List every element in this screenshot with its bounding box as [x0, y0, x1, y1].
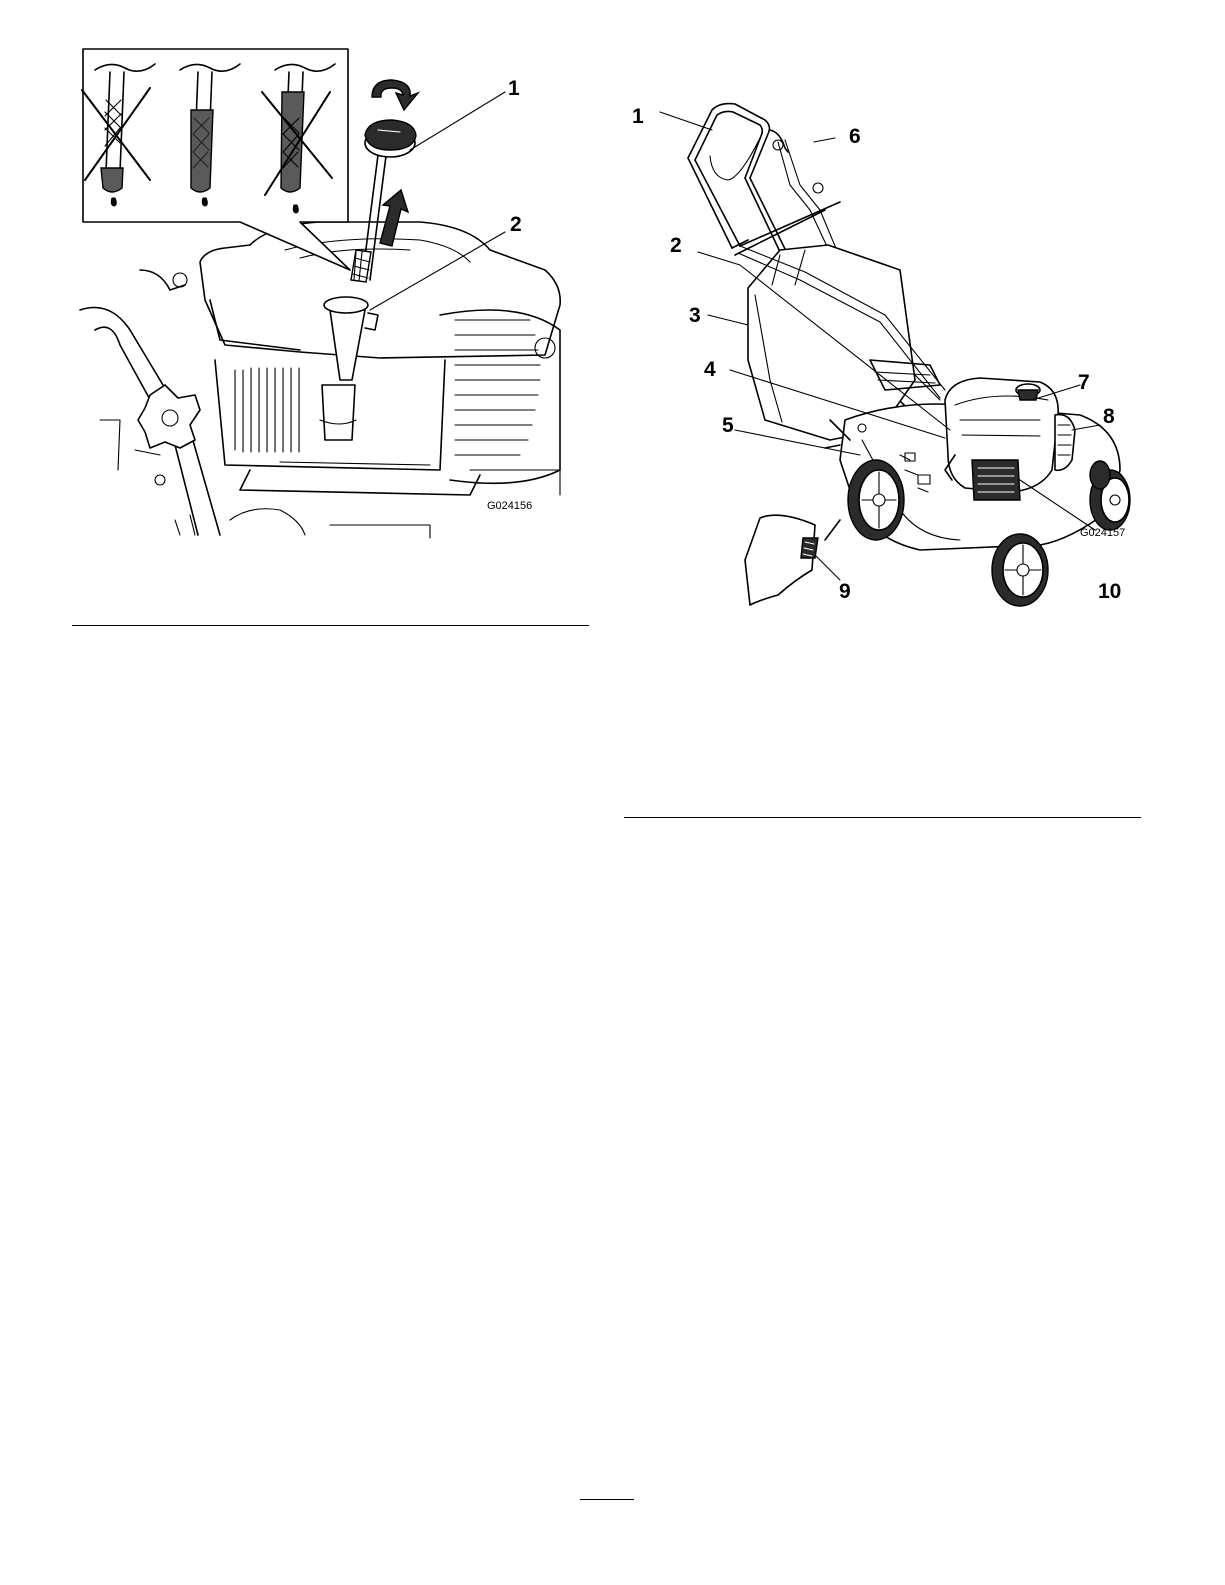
figure-code-left: G024156 — [487, 500, 533, 512]
callout-9-right: 9 — [839, 580, 851, 603]
mower-illustration — [600, 60, 1160, 620]
callout-2-right: 2 — [670, 234, 682, 257]
callout-8-right: 8 — [1103, 405, 1115, 428]
callout-3-right: 3 — [689, 304, 701, 327]
figure-code-right: G024157 — [1080, 527, 1126, 539]
figure-dipstick — [0, 0, 600, 560]
callout-1-right: 1 — [632, 105, 644, 128]
rule-left — [72, 625, 589, 626]
callout-10-right: 10 — [1098, 580, 1122, 603]
rule-right — [624, 817, 1141, 818]
callout-5-right: 5 — [722, 414, 734, 437]
callout-2-left: 2 — [510, 213, 522, 236]
callout-1-left: 1 — [508, 77, 520, 100]
figure-mower — [600, 60, 1160, 620]
callout-7-right: 7 — [1078, 371, 1090, 394]
page-number-rule — [580, 1499, 634, 1500]
callout-6-right: 6 — [849, 125, 861, 148]
callout-4-right: 4 — [704, 358, 716, 381]
